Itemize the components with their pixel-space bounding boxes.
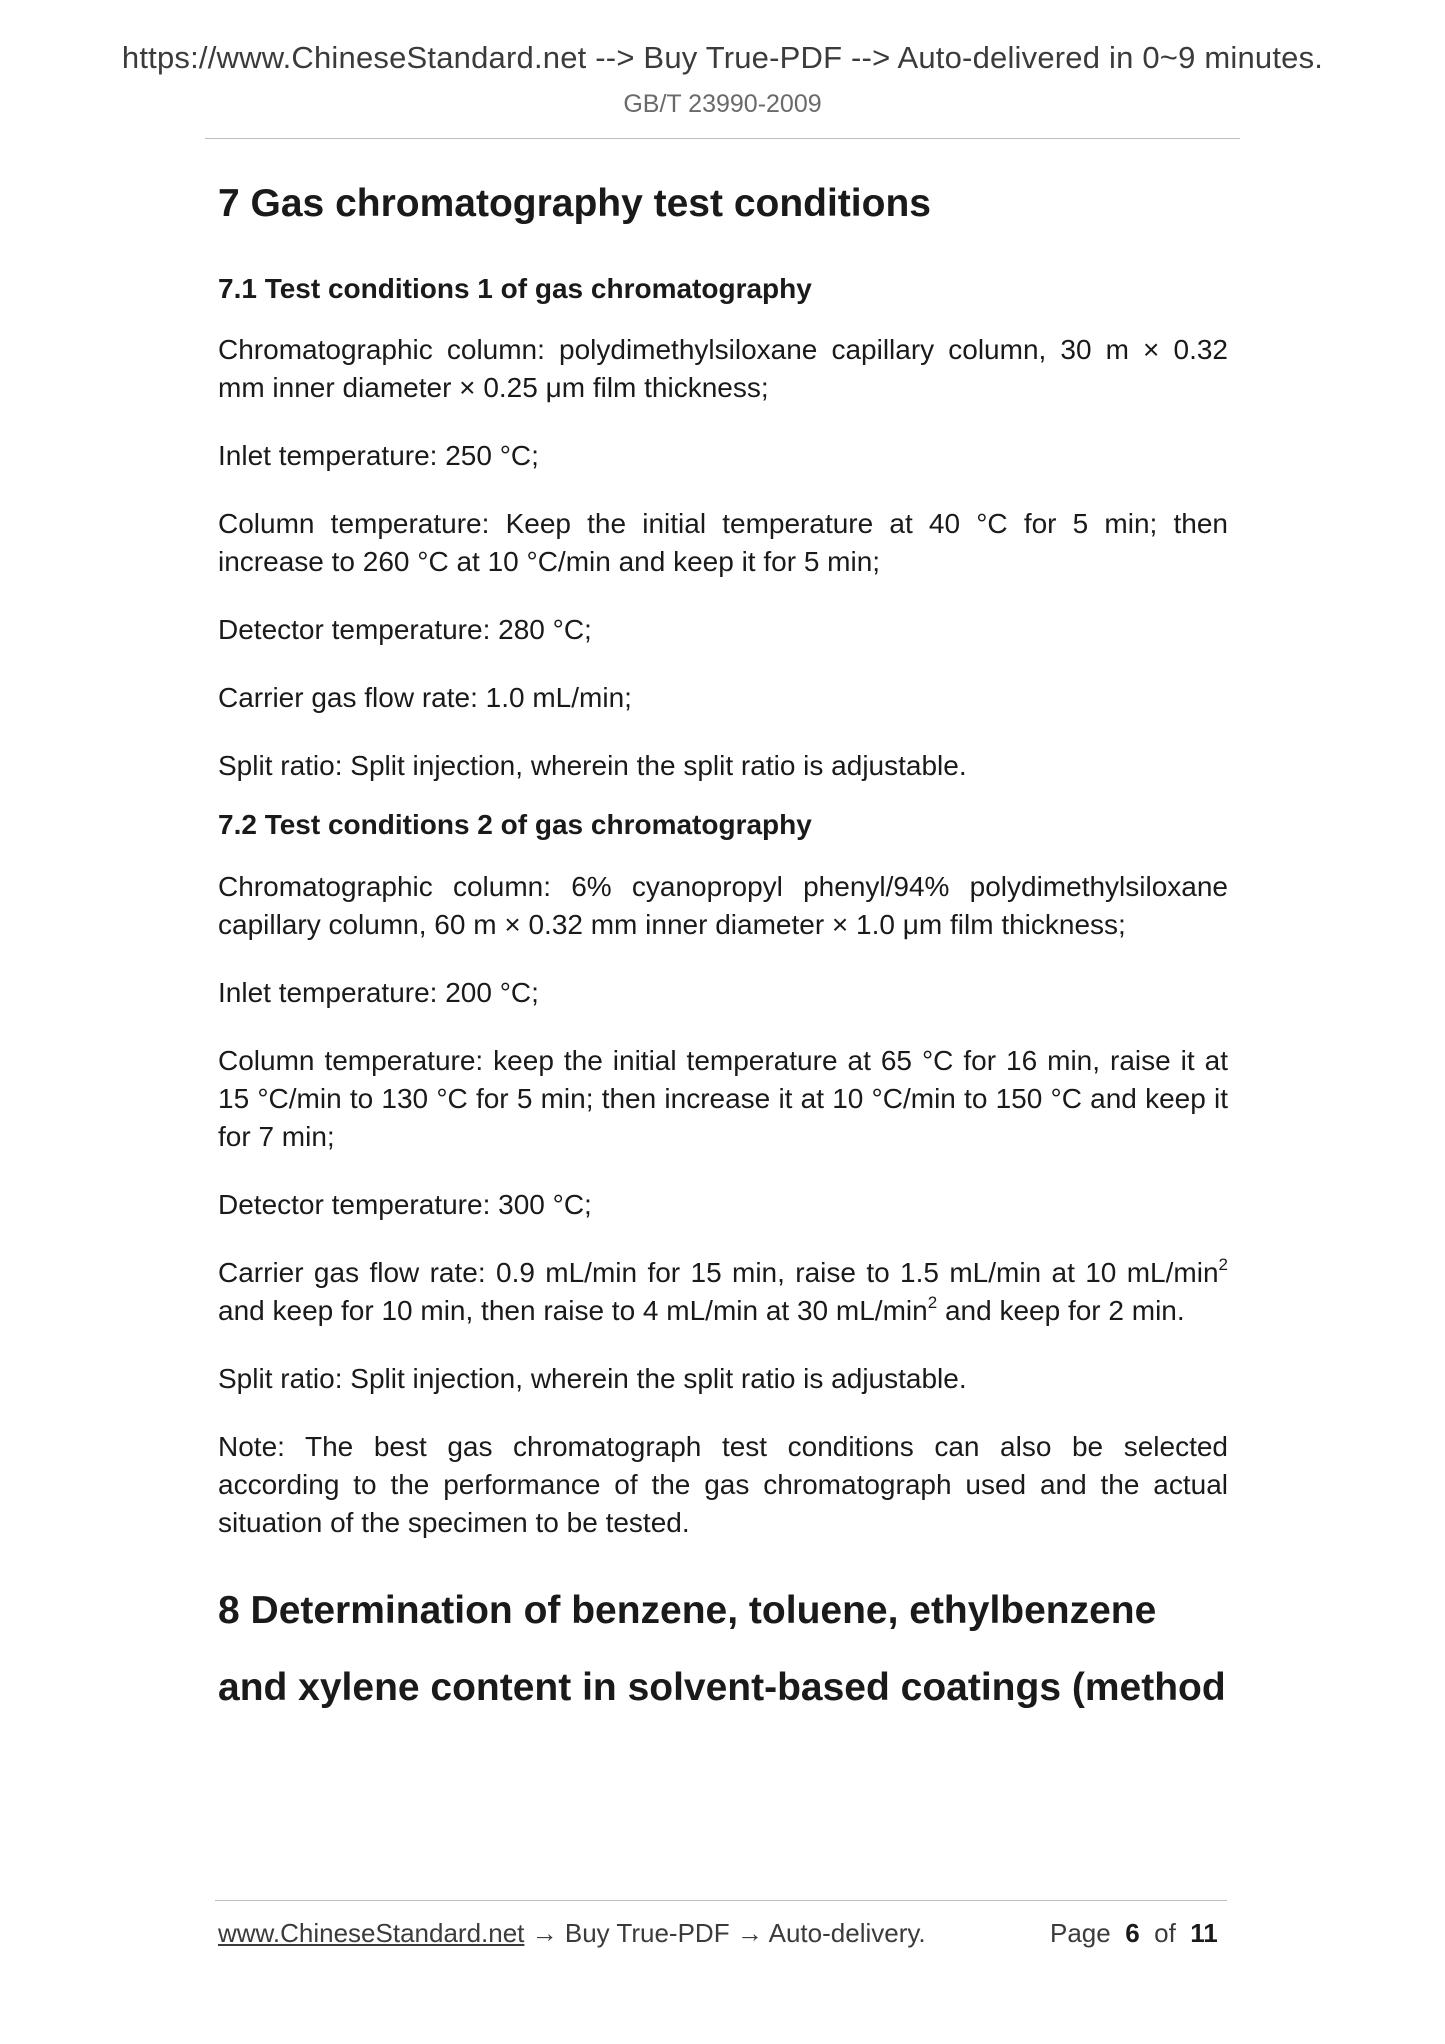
section-7-2-title: 7.2 Test conditions 2 of gas chromatography (218, 809, 812, 841)
s72-carrier-part-3: and keep for 2 min. (937, 1294, 1185, 1326)
section-8-title-line-1: 8 Determination of benzene, toluene, ethylbenzene (218, 1588, 1157, 1632)
section-8-title-line-2: and xylene content in solvent-based coatings (method (218, 1665, 1226, 1709)
page-indicator (1050, 1918, 1218, 1949)
standard-code: GB/T 23990-2009 (623, 90, 822, 118)
section-7-1-title: 7.1 Test conditions 1 of gas chromatography (218, 272, 812, 304)
footer-divider (215, 1900, 1227, 1901)
of-label: of (1154, 1918, 1176, 1948)
s72-column: Chromatographic column: 6% cyanopropyl phenyl/94% polydimethylsiloxane capillary column, 60 m × 0.32 mm inner diameter × 1.0 μm film thickness; (218, 870, 1228, 940)
s71-inlet: Inlet temperature: 250 °C; (218, 440, 539, 472)
s71-carrier-gas: Carrier gas flow rate: 1.0 mL/min; (218, 682, 632, 714)
s72-carrier-part-1: Carrier gas flow rate: 0.9 mL/min for 15 min, raise to 1.5 mL/min at 10 mL/min (218, 1256, 1219, 1288)
s71-column-temperature: Column temperature: Keep the initial temperature at 40 °C for 5 min; then increase to 260 °C at 10 °C/min and keep it for 5 min; (218, 508, 1228, 578)
s72-column-temperature: Column temperature: keep the initial temperature at 65 °C for 16 min, raise it at 15 °C/min to 130 °C for 5 min; then increase it at 10 °C/min to 150 °C and keep it for 7 min; (218, 1044, 1228, 1152)
arrow-icon: → (531, 1918, 558, 1948)
s71-split-ratio: Split ratio: Split injection, wherein the split ratio is adjustable. (218, 750, 967, 782)
s72-split-ratio: Split ratio: Split injection, wherein the split ratio is adjustable. (218, 1362, 967, 1394)
header-divider (205, 138, 1240, 139)
document-body (218, 180, 1228, 1726)
s72-inlet: Inlet temperature: 200 °C; (218, 976, 539, 1008)
page-total: 11 (1190, 1918, 1218, 1948)
s72-carrier-part-2: and keep for 10 min, then raise to 4 mL/min at 30 mL/min (218, 1294, 928, 1326)
superscript-2: 2 (1218, 1254, 1228, 1274)
buy-true-pdf-text: Buy True-PDF (564, 1918, 730, 1948)
s72-carrier-gas (218, 1254, 1228, 1330)
auto-delivery-text: Auto-delivery. (768, 1918, 926, 1948)
superscript-2: 2 (927, 1292, 938, 1312)
section-7-title: 7 Gas chromatography test conditions (218, 182, 931, 225)
s71-column: Chromatographic column: polydimethylsiloxane capillary column, 30 m × 0.32 mm inner diameter × 0.25 μm film thickness; (218, 334, 1228, 404)
arrow-icon: → (736, 1918, 763, 1948)
note-paragraph: Note: The best gas chromatograph test conditions can also be selected according to the performance of the gas chromatograph used and the actual situation of the specimen to be tested. (218, 1430, 1228, 1538)
s71-detector: Detector temperature: 280 °C; (218, 614, 592, 646)
page-current: 6 (1125, 1918, 1140, 1948)
top-banner: https://www.ChineseStandard.net --> Buy True-PDF --> Auto-delivered in 0~9 minutes. (121, 40, 1324, 75)
footer-links (218, 1918, 926, 1949)
page-label: Page (1050, 1918, 1111, 1948)
s72-detector: Detector temperature: 300 °C; (218, 1188, 592, 1220)
site-link[interactable]: www.ChineseStandard.net (218, 1918, 525, 1948)
